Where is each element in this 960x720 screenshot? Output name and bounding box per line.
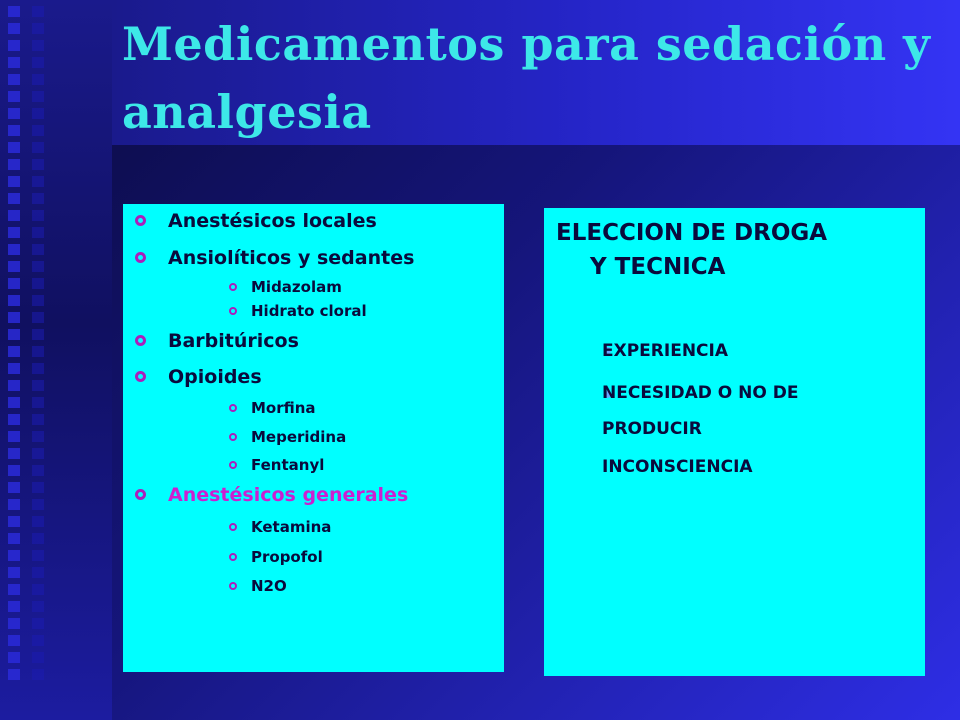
list-item bbox=[135, 484, 408, 506]
ring-bullet-icon bbox=[135, 252, 146, 263]
drug-list-box bbox=[123, 204, 504, 672]
list-item bbox=[135, 330, 299, 352]
ring-bullet-icon bbox=[229, 283, 237, 291]
decorative-square-strip bbox=[0, 0, 112, 720]
list-subitem-label: Hidrato cloral bbox=[251, 302, 367, 320]
list-item-label: Anestésicos locales bbox=[168, 210, 377, 232]
ring-bullet-icon bbox=[135, 371, 146, 382]
ring-bullet-icon bbox=[229, 523, 237, 531]
list-subitem bbox=[229, 302, 367, 320]
list-item-label: Opioides bbox=[168, 366, 262, 388]
list-subitem-label: Fentanyl bbox=[251, 456, 325, 474]
ring-bullet-icon bbox=[229, 553, 237, 561]
ring-bullet-icon bbox=[135, 489, 146, 500]
list-subitem-label: Propofol bbox=[251, 548, 323, 566]
criteria-item: NECESIDAD O NO DE bbox=[602, 383, 799, 403]
ring-bullet-icon bbox=[135, 335, 146, 346]
list-subitem bbox=[229, 548, 323, 566]
slide-title: Medicamentos para sedación y analgesia bbox=[122, 17, 931, 139]
list-item bbox=[135, 366, 262, 388]
square-column bbox=[8, 6, 20, 686]
list-subitem bbox=[229, 399, 316, 417]
list-subitem bbox=[229, 577, 287, 595]
criteria-item: EXPERIENCIA bbox=[602, 341, 729, 361]
list-item-label: Anestésicos generales bbox=[168, 484, 409, 506]
list-subitem-label: Ketamina bbox=[251, 518, 332, 536]
list-item-label: Ansiolíticos y sedantes bbox=[168, 247, 415, 269]
selection-criteria-box bbox=[544, 208, 925, 676]
criteria-item-continuation: INCONSCIENCIA bbox=[602, 457, 753, 477]
ring-bullet-icon bbox=[229, 307, 237, 315]
ring-bullet-icon bbox=[229, 582, 237, 590]
list-subitem-label: Morfina bbox=[251, 399, 316, 417]
list-subitem bbox=[229, 278, 342, 296]
list-subitem bbox=[229, 518, 331, 536]
list-subitem-label: N2O bbox=[251, 577, 287, 595]
list-item bbox=[135, 210, 377, 232]
list-subitem-label: Midazolam bbox=[251, 278, 342, 296]
ring-bullet-icon bbox=[229, 404, 237, 412]
box-heading-line: ELECCION DE DROGA bbox=[556, 220, 828, 246]
ring-bullet-icon bbox=[229, 433, 237, 441]
list-subitem-label: Meperidina bbox=[251, 428, 347, 446]
ring-bullet-icon bbox=[229, 461, 237, 469]
list-item-label: Barbitúricos bbox=[168, 330, 299, 352]
ring-bullet-icon bbox=[135, 215, 146, 226]
list-subitem bbox=[229, 428, 346, 446]
square-column bbox=[32, 6, 44, 686]
criteria-item-continuation: PRODUCIR bbox=[602, 419, 702, 439]
list-subitem bbox=[229, 456, 324, 474]
box-heading bbox=[556, 216, 827, 284]
box-heading-line: Y TECNICA bbox=[590, 254, 726, 280]
list-item bbox=[135, 247, 414, 269]
